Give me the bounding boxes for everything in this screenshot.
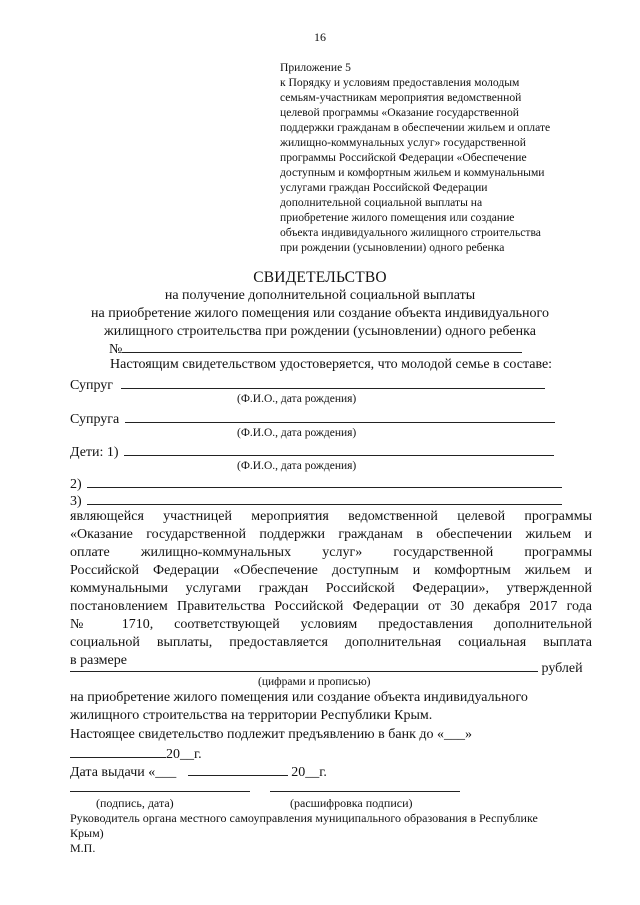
appendix-title: Приложение 5: [280, 61, 351, 74]
certificate-subtitle-3: жилищного строительства при рождении (усыновлении) одного ребенка: [104, 324, 536, 339]
appendix-line: программы Российской Федерации «Обеспечение: [280, 151, 527, 164]
children-label: Дети: 1): [70, 445, 119, 460]
paragraph-line: коммунальными услугами граждан Российской Федерации», утвержденной: [70, 581, 592, 596]
stamp-place: М.П.: [70, 841, 96, 855]
wife-fio-field[interactable]: [125, 410, 555, 423]
wife-fio-hint: (Ф.И.О., дата рождения): [237, 427, 357, 439]
amount-field[interactable]: [70, 659, 538, 672]
wife-label: Супруга: [70, 412, 120, 427]
amount-row: [70, 659, 583, 677]
signature-field[interactable]: [70, 790, 250, 792]
child2-label: 2): [70, 477, 82, 492]
child1-fio-field[interactable]: [124, 443, 554, 456]
validity-day-month-field[interactable]: [70, 745, 166, 758]
husband-fio-field[interactable]: [121, 376, 545, 389]
appendix-line: доступным и комфортным жильем и коммунальными: [280, 166, 545, 179]
paragraph-line: социальной выплаты, предоставляется дополнительная социальная выплата: [70, 635, 592, 650]
appendix-line: жилищно-коммунальных услуг» государственной: [280, 136, 526, 149]
validity-text: Настоящее свидетельство подлежит предъявлению в банк до «___»: [70, 727, 473, 742]
appendix-line: услугами граждан Российской Федерации: [280, 181, 488, 194]
appendix-line: семьям-участникам мероприятия ведомственной: [280, 91, 522, 104]
signature-decode-field[interactable]: [270, 790, 460, 792]
page-number: 16: [314, 30, 326, 44]
appendix-line: целевой программы «Оказание государственной: [280, 106, 520, 119]
purpose-line-1: на приобретение жилого помещения или создание объекта индивидуального: [70, 690, 528, 705]
appendix-line: к Порядку и условиям предоставления молодым: [280, 76, 520, 89]
issue-date-row: [70, 763, 327, 781]
child2-fio-field[interactable]: [87, 475, 562, 488]
paragraph-line: постановлением Правительства Российской Федерации от 30 декабря 2017 года: [70, 599, 592, 614]
head-line-1: Руководитель органа местного самоуправления муниципального образования в Республике: [70, 811, 538, 825]
signature-decode-hint: (расшифровка подписи): [290, 796, 413, 810]
certificate-subtitle-2: на приобретение жилого помещения или создание объекта индивидуального: [91, 306, 549, 321]
paragraph-line: в размере: [70, 653, 127, 668]
validity-date-row: [70, 745, 202, 763]
validity-year: 20__г.: [166, 747, 202, 762]
child2-row: [70, 475, 562, 493]
number-label: №: [109, 342, 123, 357]
child1-row: [70, 443, 554, 461]
certificate-subtitle-1: на получение дополнительной социальной выплаты: [164, 288, 476, 303]
rubles-label: рублей: [541, 661, 583, 676]
child3-label: 3): [70, 494, 82, 509]
signature-hint: (подпись, дата): [96, 796, 174, 810]
issue-date-year: 20__г.: [291, 765, 327, 780]
appendix-line: при рождении (усыновлении) одного ребенка: [280, 241, 505, 254]
husband-label: Супруг: [70, 378, 114, 393]
amount-hint: (цифрами и прописью): [258, 676, 371, 688]
issue-month-field[interactable]: [188, 763, 288, 776]
child1-fio-hint: (Ф.И.О., дата рождения): [237, 460, 357, 472]
certificate-number-field[interactable]: [122, 340, 522, 353]
appendix-line: дополнительной социальной выплаты на: [280, 196, 483, 209]
certificate-number-row: [109, 340, 522, 358]
paragraph-line: являющейся участницей мероприятия ведомственной целевой программы: [70, 509, 592, 524]
head-line-2: Крым): [70, 826, 104, 840]
appendix-block: [280, 60, 620, 255]
paragraph-line: № 1710, соответствующей условиям предоставления дополнительной: [70, 617, 592, 632]
child3-fio-field[interactable]: [87, 492, 562, 505]
issue-date-label: Дата выдачи «___: [70, 765, 177, 780]
appendix-line: приобретение жилого помещения или создание: [280, 211, 515, 224]
appendix-line: поддержки гражданам в обеспечении жильем и оплате: [280, 121, 551, 134]
certificate-title: СВИДЕТЕЛЬСТВО: [253, 269, 387, 286]
paragraph-line: «Оказание государственной поддержки гражданам в обеспечении жильем и: [70, 527, 592, 542]
program-paragraph: [70, 508, 592, 670]
husband-row: [70, 376, 545, 394]
appendix-line: объекта индивидуального жилищного строительства: [280, 226, 541, 239]
wife-row: [70, 410, 555, 428]
purpose-line-2: жилищного строительства на территории Республики Крым.: [70, 708, 433, 723]
husband-fio-hint: (Ф.И.О., дата рождения): [237, 393, 357, 405]
paragraph-line: оплате жилищно-коммунальных услуг» государственной программы: [70, 545, 592, 560]
paragraph-line: Российской Федерации «Обеспечение доступным и комфортным жильем и: [70, 563, 592, 578]
intro-text: Настоящим свидетельством удостоверяется, что молодой семье в составе:: [110, 357, 553, 372]
